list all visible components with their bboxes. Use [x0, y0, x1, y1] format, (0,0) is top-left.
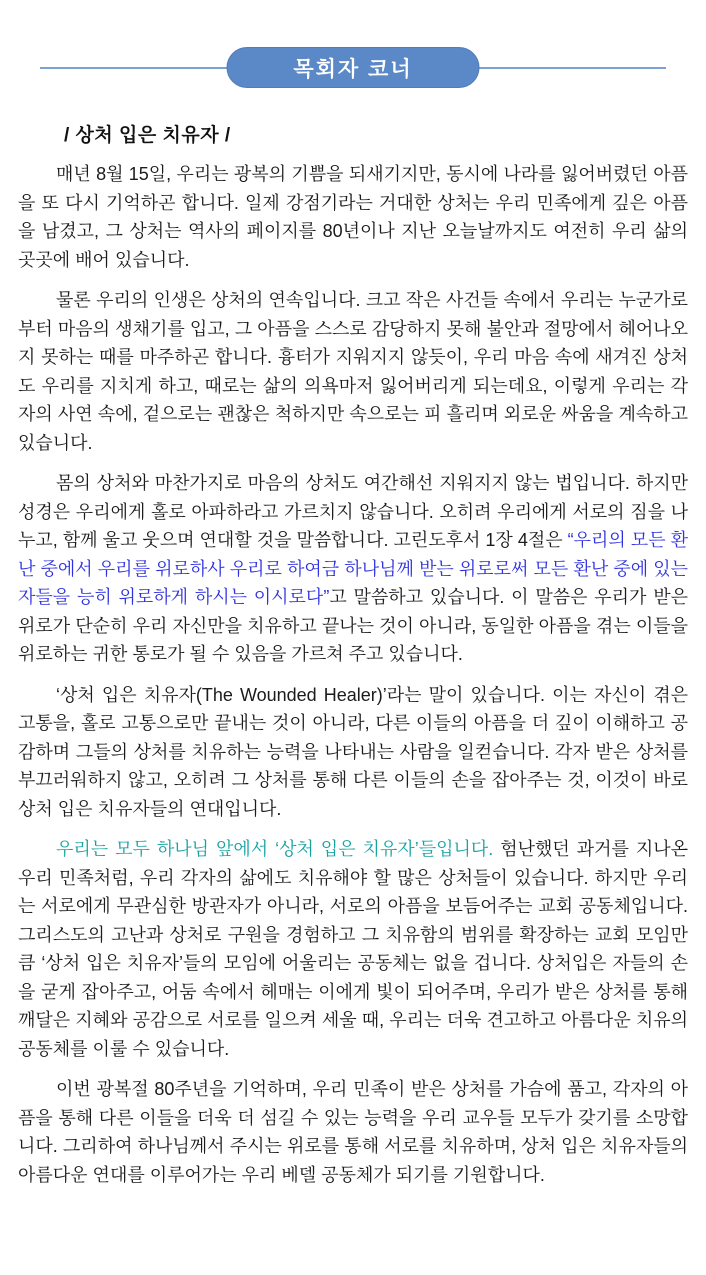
text-segment-normal: 험난했던 과거를 지나온 우리 민족처럼, 우리 각자의 삶에도 치유해야 할 많은 상처들이 있습니다. 하지만 우리는 서로에게 무관심한 방관자가 아니라, 서로의 아픔을 보듬어주는 교회 공동체입니다. 그리스도의 고난과 상처로 구원을 경험하고 그 치유함의 범위를 확장하는 교회 모임만큼 ‘상처 입은 치유자’들의 모임에 어울리는 공동체는 없을 겁니다. 상처입은 자들의 손을 굳게 잡아주고, 어둠 속에서 헤매는 이에게 빛이 되어주며, 우리가 받은 상처를 통해 깨달은 지혜와 공감으로 서로를 일으켜 세울 때, 우리는 더욱 견고하고 아름다운 치유의 공동체를 이룰 수 있습니다. — [18, 839, 688, 1059]
paragraph — [18, 286, 688, 457]
text-segment-normal: 물론 우리의 인생은 상처의 연속입니다. 크고 작은 사건들 속에서 우리는 누군가로부터 마음의 생채기를 입고, 그 아픔을 스스로 감당하지 못해 불안과 절망에서 헤어나오지 못하는 때를 마주하곤 합니다. 흉터가 지워지지 않듯이, 우리 마음 속에 새겨진 상처도 우리를 지치게 하고, 때로는 삶의 의욕마저 잃어버리게 되는데요, 이렇게 우리는 각자의 사연 속에, 겉으로는 괜찮은 척하지만 속으로는 피 흘리며 외로운 싸움을 계속하고 있습니다. — [18, 290, 688, 453]
pastor-corner-badge — [227, 47, 480, 88]
text-segment-quote-blue: “우리의 모든 환난 중에서 우리를 위로하사 우리로 하여금 하나님께 받는 위로로써 모든 환난 중에 있는 자들을 능히 위로하게 하시는 이시로다” — [18, 530, 688, 607]
paragraph — [18, 1075, 688, 1189]
paragraph — [18, 681, 688, 824]
paragraph — [18, 835, 688, 1063]
text-segment-normal: ‘상처 입은 치유자(The Wounded Healer)’라는 말이 있습니다. 이는 자신이 겪은 고통을, 홀로 고통으로만 끝내는 것이 아니라, 다른 이들의 아픔을 더 깊이 이해하고 공감하며 그들의 상처를 치유하는 능력을 나타내는 사람을 일컫습니다. 각자 받은 상처를 부끄러워하지 않고, 오히려 그 상처를 통해 다른 이들의 손을 잡아주는 것, 이것이 바로 상처 입은 치유자들의 연대입니다. — [18, 684, 688, 819]
pastor-corner-badge-label: 목회자 코너 — [293, 57, 413, 81]
text-segment-normal: 이번 광복절 80주년을 기억하며, 우리 민족이 받은 상처를 가슴에 품고, 각자의 아픔을 통해 다른 이들을 더욱 더 섬길 수 있는 능력을 우리 교우들 모두가 갖기를 소망합니다. 그리하여 하나님께서 주시는 위로를 통해 서로를 치유하며, 상처 입은 치유자들의 아름다운 연대를 이루어가는 우리 베델 공동체가 되기를 기원합니다. — [18, 1079, 688, 1185]
article-title: / 상처 입은 치유자 / — [64, 125, 231, 146]
header — [0, 0, 706, 92]
text-segment-normal: 몸의 상처와 마찬가지로 마음의 상처도 여간해선 지워지지 않는 법입니다. 하지만 성경은 우리에게 홀로 아파하라고 가르치지 않습니다. 오히려 우리에게 서로의 짐을 나누고, 함께 울고 웃으며 연대할 것을 말씀합니다. 고린도후서 1장 4절은 — [18, 473, 688, 550]
paragraph — [18, 469, 688, 669]
text-segment-normal: 고 말씀하고 있습니다. 이 말씀은 우리가 받은 위로가 단순히 우리 자신만을 치유하고 끝나는 것이 아니라, 동일한 아픔을 겪는 이들을 위로하는 귀한 통로가 될 수 있음을 가르쳐 주고 있습니다. — [18, 587, 688, 664]
text-segment-highlight-teal: 우리는 모두 하나님 앞에서 ‘상처 입은 치유자’들입니다. — [56, 839, 494, 859]
paragraph — [18, 160, 688, 274]
text-segment-normal: 매년 8월 15일, 우리는 광복의 기쁨을 되새기지만, 동시에 나라를 잃어버렸던 아픔을 또 다시 기억하곤 합니다. 일제 강점기라는 거대한 상처는 우리 민족에게 깊은 아픔을 남겼고, 그 상처는 역사의 페이지를 80년이나 지난 오늘날까지도 여전히 우리 삶의 곳곳에 배어 있습니다. — [18, 164, 688, 270]
article-body — [18, 160, 688, 1189]
